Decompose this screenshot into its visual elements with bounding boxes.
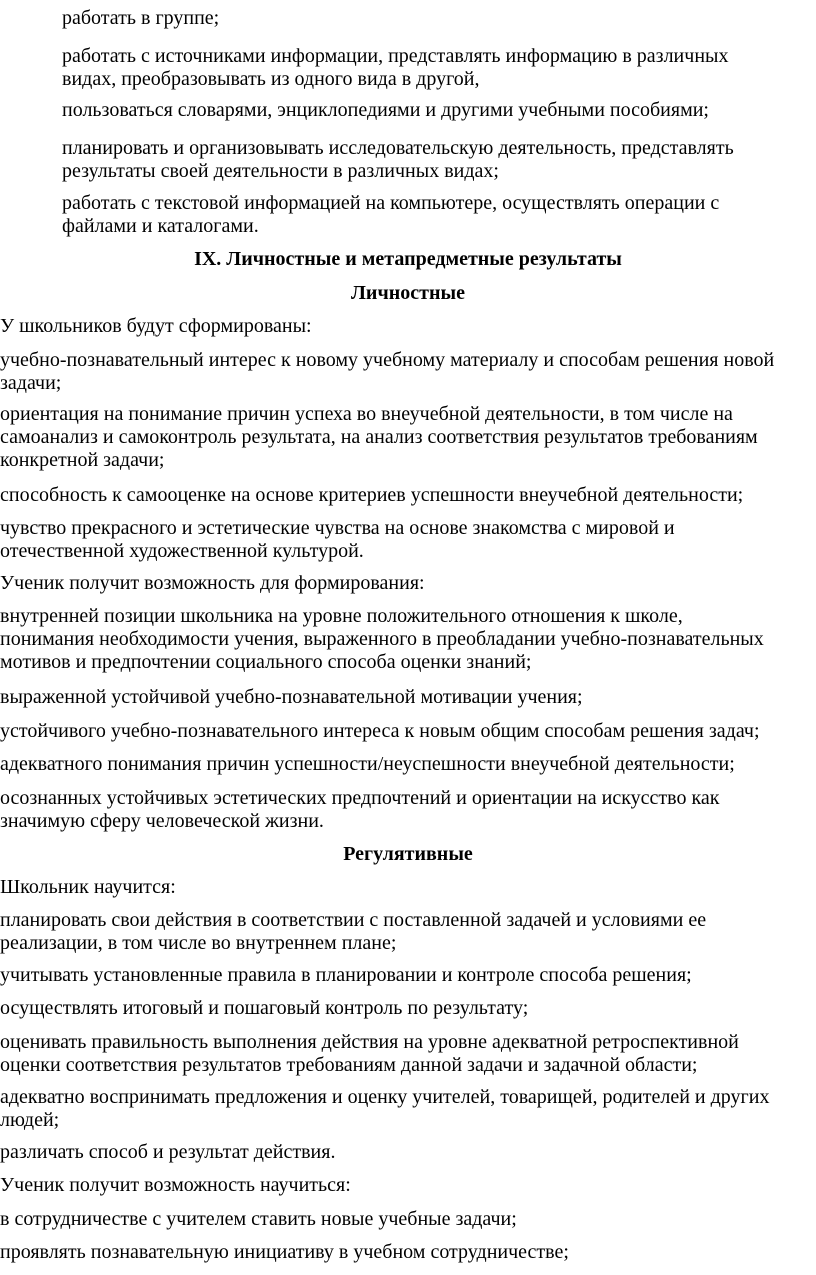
section-title: IX. Личностные и метапредметные результаты <box>194 248 622 270</box>
regulatory-item: оценивать правильность выполнения действия на уровне адекватной ретроспективной оценки соответствия результатов требованиям данной задачи и задачной области; <box>0 1031 739 1076</box>
upper-list-item: планировать и организовывать исследовательскую деятельность, представлять результаты своей деятельности в различных видах; <box>62 137 734 182</box>
regulatory-intro: Школьник научится: <box>0 876 176 898</box>
personal-item: способность к самооценке на основе критериев успешности внеучебной деятельности; <box>0 484 744 506</box>
regulatory-opportunity-item: проявлять познавательную инициативу в учебном сотрудничестве; <box>0 1241 569 1263</box>
personal-item: чувство прекрасного и эстетические чувства на основе знакомства с мировой и отечественной художественной культурой. <box>0 517 675 562</box>
upper-list-item: пользоваться словарями, энциклопедиями и другими учебными пособиями; <box>62 99 709 121</box>
personal-item: учебно-познавательный интерес к новому учебному материалу и способам решения новой задачи; <box>0 349 775 394</box>
upper-list-item: работать с текстовой информацией на компьютере, осуществлять операции с файлами и каталогами. <box>62 192 720 237</box>
personal-opportunity-item: внутренней позиции школьника на уровне положительного отношения к школе, понимания необходимости учения, выраженного в преобладании учебно-познавательных мотивов и предпочтении социального способа оценки знаний; <box>0 605 764 673</box>
personal-heading: Личностные <box>351 282 465 304</box>
personal-intro: У школьников будут сформированы: <box>0 315 312 337</box>
regulatory-item: планировать свои действия в соответствии с поставленной задачей и условиями ее реализации, в том числе во внутреннем плане; <box>0 909 707 954</box>
regulatory-opportunity-item: в сотрудничестве с учителем ставить новые учебные задачи; <box>0 1208 517 1230</box>
personal-item: ориентация на понимание причин успеха во внеучебной деятельности, в том числе на самоанализ и самоконтроль результата, на анализ соответствия результатов требованиям конкретной задачи; <box>0 403 758 471</box>
personal-opportunity-item: осознанных устойчивых эстетических предпочтений и ориентации на искусство как значимую сферу человеческой жизни. <box>0 787 720 832</box>
personal-opportunity-item: выраженной устойчивой учебно-познавательной мотивации учения; <box>0 686 583 708</box>
regulatory-item: адекватно воспринимать предложения и оценку учителей, товарищей, родителей и других людей; <box>0 1086 770 1131</box>
regulatory-item: различать способ и результат действия. <box>0 1141 336 1163</box>
upper-list-item: работать в группе; <box>62 7 220 29</box>
regulatory-item: осуществлять итоговый и пошаговый контроль по результату; <box>0 997 529 1019</box>
regulatory-opportunity-intro: Ученик получит возможность научиться: <box>0 1174 351 1196</box>
regulatory-item: учитывать установленные правила в планировании и контроле способа решения; <box>0 964 692 986</box>
personal-opportunity-item: устойчивого учебно-познавательного интереса к новым общим способам решения задач; <box>0 720 760 742</box>
personal-opportunity-item: адекватного понимания причин успешности/неуспешности внеучебной деятельности; <box>0 753 735 775</box>
personal-opportunity-intro: Ученик получит возможность для формирования: <box>0 572 425 594</box>
upper-list-item: работать с источниками информации, представлять информацию в различных видах, преобразовывать из одного вида в другой, <box>62 45 729 90</box>
regulatory-heading: Регулятивные <box>343 843 473 865</box>
